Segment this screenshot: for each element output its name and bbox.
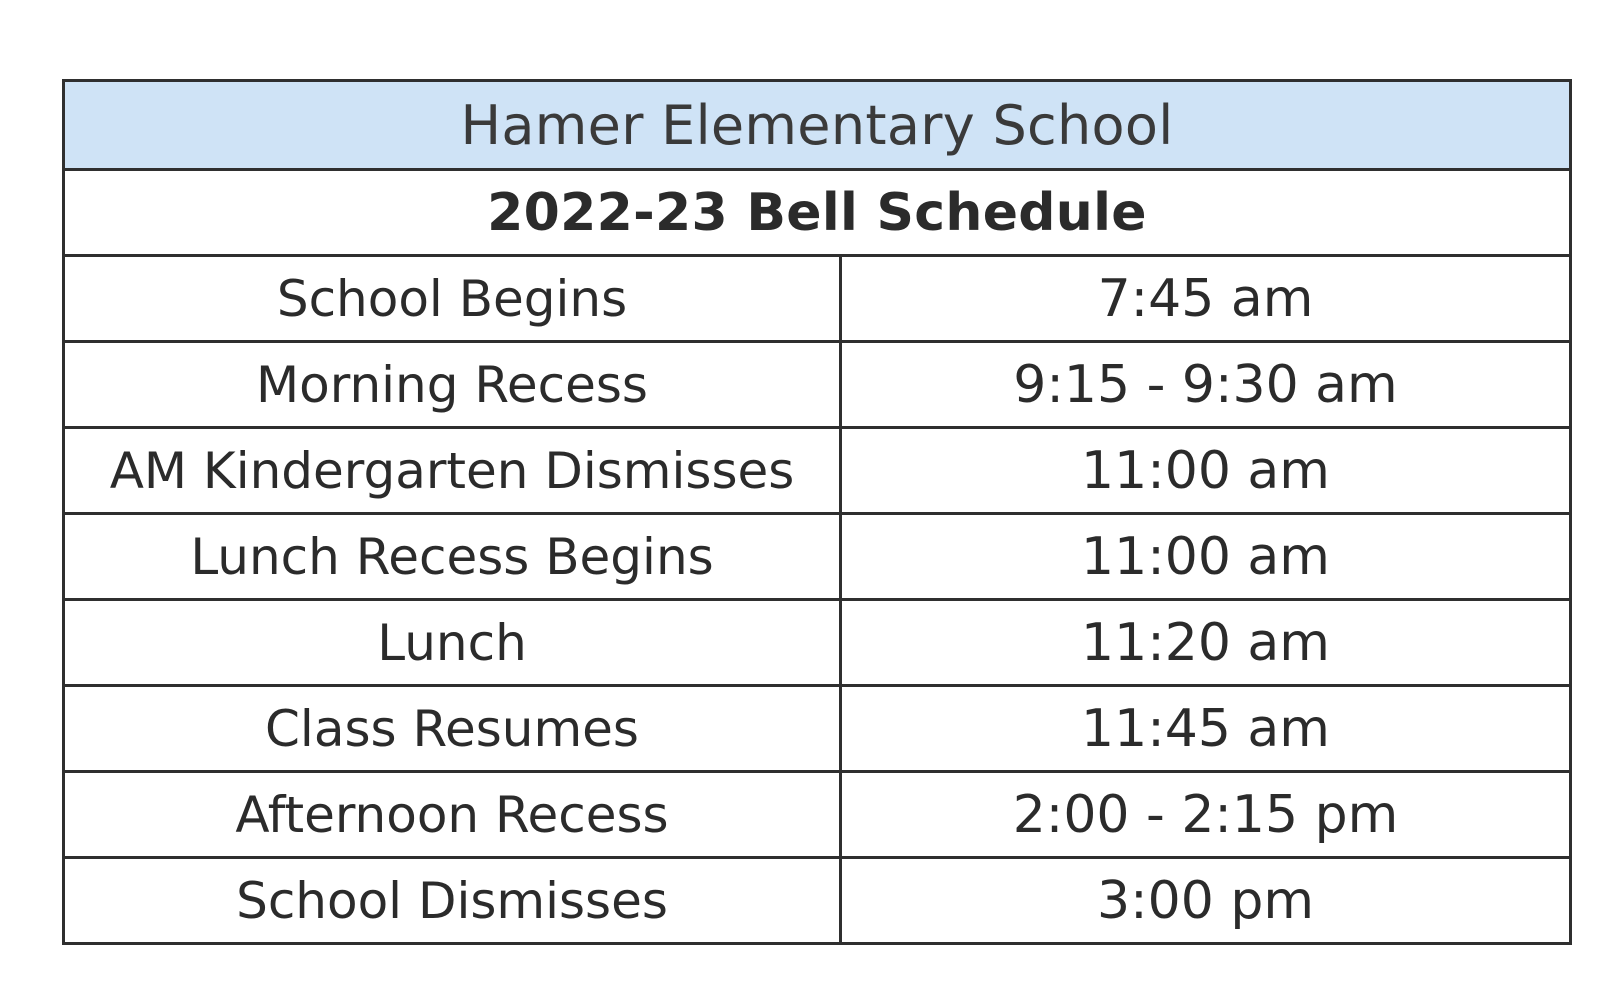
table-row xyxy=(65,343,1569,429)
bell-schedule-table xyxy=(62,79,1572,945)
event-cell: Afternoon Recess xyxy=(65,773,842,856)
time-cell: 9:15 - 9:30 am xyxy=(1013,354,1398,415)
time-cell: 11:00 am xyxy=(1081,440,1330,501)
event-cell: AM Kindergarten Dismisses xyxy=(65,429,842,512)
table-row xyxy=(65,601,1569,687)
event-cell: School Dismisses xyxy=(65,859,842,942)
time-cell: 11:45 am xyxy=(1081,698,1330,759)
time-cell: 7:45 am xyxy=(1097,268,1314,329)
event-cell: School Begins xyxy=(65,257,842,340)
table-row xyxy=(65,257,1569,343)
time-cell: 3:00 pm xyxy=(1097,870,1314,931)
time-cell: 2:00 - 2:15 pm xyxy=(1012,784,1399,845)
table-row xyxy=(65,515,1569,601)
event-cell: Class Resumes xyxy=(65,687,842,770)
time-cell: 11:20 am xyxy=(1081,612,1330,673)
school-name-header: Hamer Elementary School xyxy=(65,82,1569,171)
schedule-title: 2022-23 Bell Schedule xyxy=(65,171,1569,257)
event-cell: Morning Recess xyxy=(65,343,842,426)
table-row xyxy=(65,687,1569,773)
event-cell: Lunch xyxy=(65,601,842,684)
table-row xyxy=(65,859,1569,942)
event-cell: Lunch Recess Begins xyxy=(65,515,842,598)
time-cell: 11:00 am xyxy=(1081,526,1330,587)
table-row xyxy=(65,429,1569,515)
table-row xyxy=(65,773,1569,859)
